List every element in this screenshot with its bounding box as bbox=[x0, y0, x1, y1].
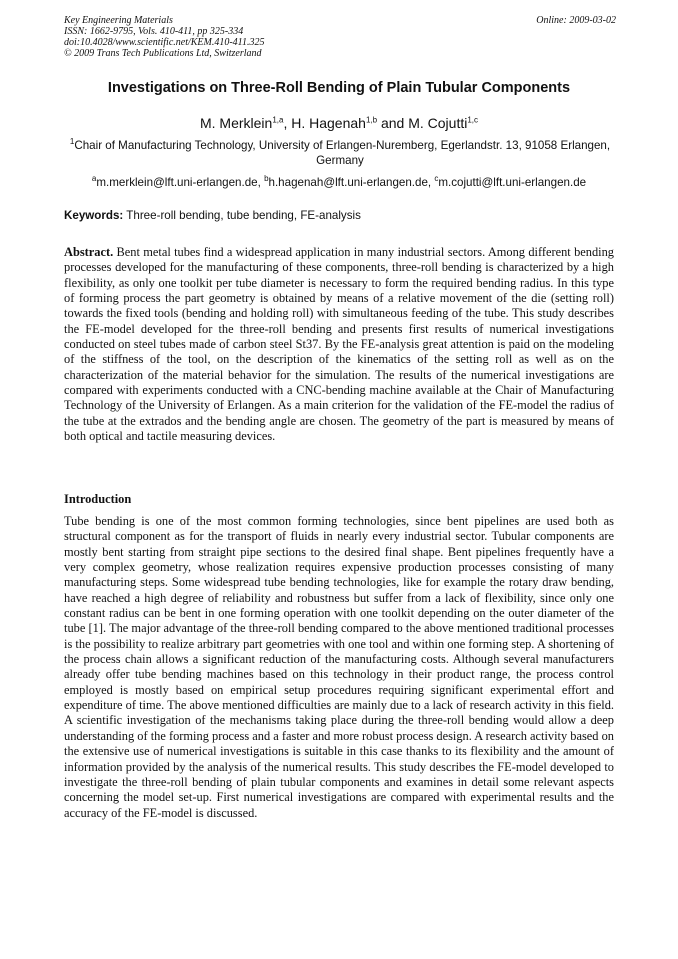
email-merklein[interactable]: m.merklein@lft.uni-erlangen.de, bbox=[96, 176, 265, 189]
keywords-label: Keywords: bbox=[64, 209, 124, 222]
email-c-marker: c bbox=[434, 174, 439, 184]
journal-name: Key Engineering Materials bbox=[64, 15, 173, 26]
paper-title: Investigations on Three-Roll Bending of Plain Tubular Components bbox=[107, 80, 571, 96]
abstract-text: Bent metal tubes find a widespread application in many industrial sectors. Among different bending processes developed for the manufacturing of these components, three-roll bending is characterized by a high flexibility, as only one toolkit per tube diameter is necessary to form the required bending radius. In this type of forming process the part geometry is obtained by means of a relative movement of the die (setting roll) towards the fixed tools (bending and holding roll) with simultaneous feeding of the tube. This study describes the FE-model developed for the three-roll bending and presents first results of numerical investigations conducted on steel tubes made of carbon steel St37. By the FE-analysis great attention is paid on the modeling of the stiffness of the tool, on the description of the kinematics of the setting roll as well as on the characterization of the material behavior for the simulation. The results of the numerical investigations are compared with experiments conducted with a CNC-bending machine available at the Chair of Manufacturing Technology of the University of Erlangen. As a main criterion for the validation of the FE-model the radius of the tube at the extrados and the bending angle are chosen. The geometry of the part is measured by means of both optical and tactile measuring devices. bbox=[64, 245, 614, 444]
email-list bbox=[40, 176, 638, 189]
author-hagenah-affil: 1,b bbox=[365, 115, 378, 125]
keywords bbox=[64, 209, 616, 222]
author-merklein-affil: 1,a bbox=[272, 115, 284, 125]
email-hagenah[interactable]: h.hagenah@lft.uni-erlangen.de, bbox=[268, 176, 435, 189]
introduction-body: Tube bending is one of the most common forming technologies, since bent pipelines are used both as structural component as for the transport of fluids in nearly every industrial sector. Tubular components are mostly bent starting from straight pipe sections to the desired final shape. Bent pipelines frequently have a very complex geometry, whose realization requires expensive production processes consisting of many manufacturing steps. Some widespread tube bending technologies, like for example the rotary draw bending, have reached a high degree of reliability and robustness but suffer from a lack of flexibility, since only one constant radius can be bent in one forming operation with one toolkit depending on the outer diameter of the tube [1]. The major advantage of the three-roll bending compared to the above mentioned traditional processes is the possibility to realize arbitrary part geometries with one tool and within one forming step. A shortening of the process chain allows a significant reduction of the manufacturing costs. Although several manufacturers already offer tube bending machines based on this technology in their product range, the process control employed is mostly based on empirical setup procedures requiring significant experimental effort and expenditure of time. The above mentioned difficulties are mainly due to a lack of research activity in this field. A scientific investigation of the mechanisms taking place during the three-roll bending would allow a deep understanding of the forming process and a faster and more robust process design. A research activity based on the extensive use of numerical investigations is suitable in this case thanks to its flexibility and the amount of information provided by the analysis of the numerical results. This study describes the FE-model developed to investigate the three-roll bending of plain tubular components and examines in detail some relevant aspects concerning the model set-up. First numerical investigations are compared with experimental results and the accuracy of the FE-model is discussed. bbox=[64, 514, 614, 820]
affiliation-number: 1 bbox=[69, 137, 75, 147]
online-date: Online: 2009-03-02 bbox=[536, 15, 616, 26]
author-hagenah: , H. Hagenah bbox=[283, 115, 366, 131]
affiliation bbox=[64, 138, 616, 168]
email-b-marker: b bbox=[264, 174, 269, 184]
introduction-heading: Introduction bbox=[64, 492, 132, 506]
affiliation-text: Chair of Manufacturing Technology, University of Erlangen-Nuremberg, Egerlandstr. 13, 91058 Erlangen, Germany bbox=[74, 139, 611, 167]
author-list bbox=[40, 115, 638, 131]
abstract bbox=[64, 245, 614, 444]
author-cojutti-affil: 1,c bbox=[467, 115, 479, 125]
issn-line: ISSN: 1662-9795, Vols. 410-411, pp 325-334 bbox=[64, 26, 244, 37]
abstract-label: Abstract. bbox=[64, 245, 114, 259]
author-cojutti: and M. Cojutti bbox=[377, 115, 468, 131]
email-a-marker: a bbox=[91, 174, 97, 184]
copyright-line: © 2009 Trans Tech Publications Ltd, Switzerland bbox=[64, 48, 262, 59]
email-cojutti[interactable]: m.cojutti@lft.uni-erlangen.de bbox=[438, 176, 587, 189]
doi-line: doi:10.4028/www.scientific.net/KEM.410-411.325 bbox=[64, 37, 265, 48]
keywords-text: Three-roll bending, tube bending, FE-analysis bbox=[123, 209, 361, 222]
author-merklein: M. Merklein bbox=[199, 115, 273, 131]
publication-header bbox=[64, 15, 616, 59]
